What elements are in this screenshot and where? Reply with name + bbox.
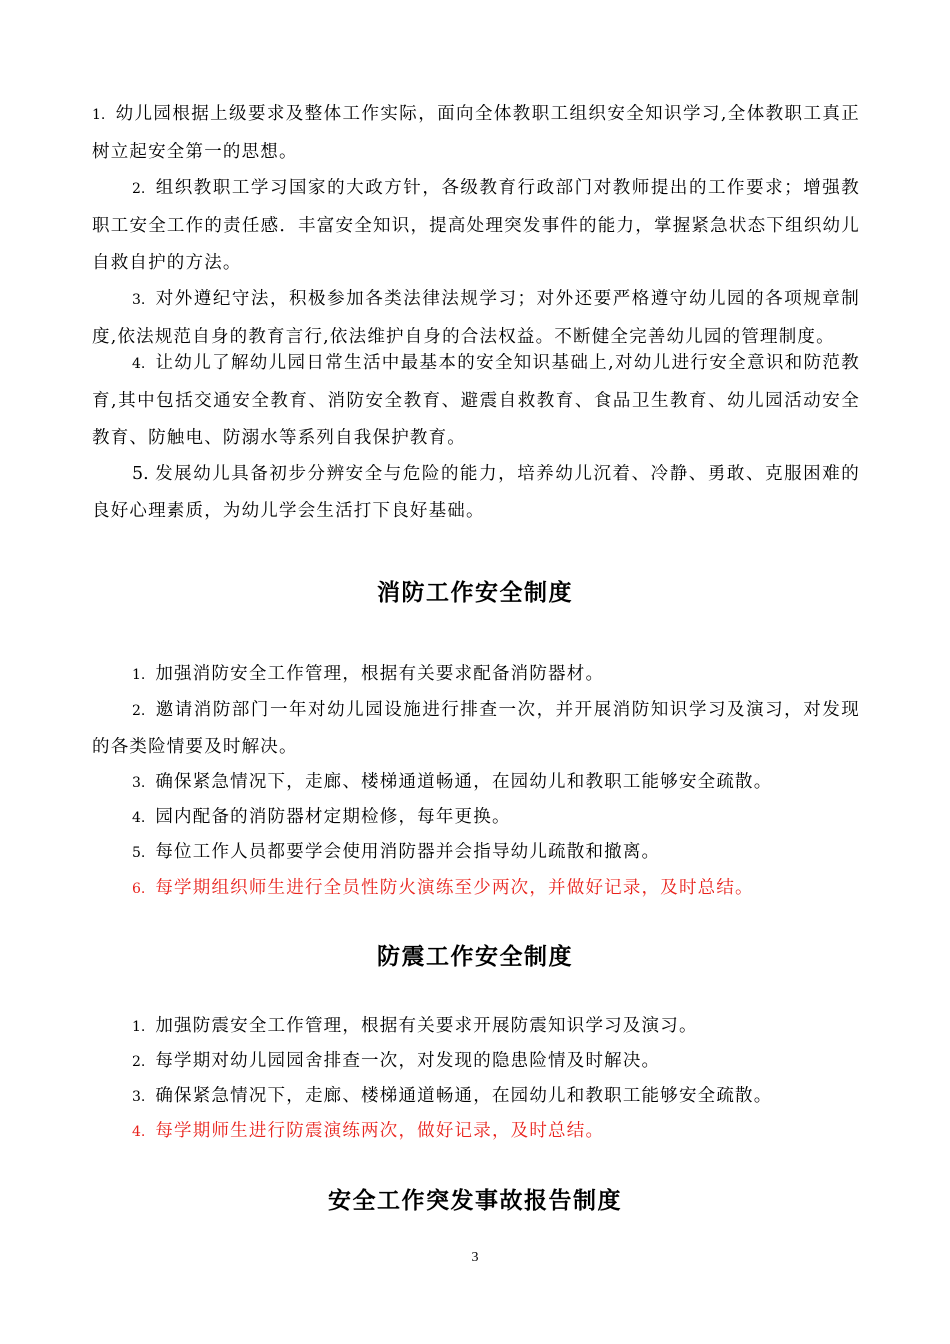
accident-report-title: 安全工作突发事故报告制度 bbox=[328, 1187, 622, 1214]
item-text: 加强消防安全工作管理，根据有关要求配备消防器材。 bbox=[155, 664, 605, 684]
quake-item-4-highlighted bbox=[132, 1119, 872, 1144]
item-text: 确保紧急情况下，走廊、楼梯通道畅通，在园幼儿和教职工能够安全疏散。 bbox=[155, 1086, 773, 1106]
quake-item-1 bbox=[132, 1014, 872, 1039]
item-number: 1. bbox=[132, 667, 146, 683]
item-number: 4. bbox=[132, 356, 146, 372]
item-text: 让幼儿了解幼儿园日常生活中最基本的安全知识基础上,对幼儿进行安全意识和防范教育,其中包括交通安全教育、消防安全教育、避震自救教育、食品卫生教育、幼儿园活动安全教育、防触电、防溺水等系列自我保护教育。 bbox=[92, 353, 860, 448]
page-number: 3 bbox=[471, 1250, 479, 1265]
item-number: 2. bbox=[132, 181, 146, 197]
item-number: 4. bbox=[132, 1124, 146, 1140]
fire-item-3 bbox=[132, 770, 872, 795]
item-text: 幼儿园根据上级要求及整体工作实际，面向全体教职工组织安全知识学习,全体教职工真正树立起安全第一的思想。 bbox=[92, 104, 860, 162]
item-text: 邀请消防部门一年对幼儿园设施进行排查一次，并开展消防知识学习及演习，对发现的各类险情要及时解决。 bbox=[92, 700, 860, 757]
fire-item-4 bbox=[132, 805, 872, 830]
item-number: 1. bbox=[92, 107, 106, 123]
intro-paragraph-2 bbox=[92, 170, 860, 282]
item-text: 加强防震安全工作管理，根据有关要求开展防震知识学习及演习。 bbox=[155, 1016, 698, 1036]
item-text: 每学期师生进行防震演练两次，做好记录，及时总结。 bbox=[155, 1121, 605, 1141]
quake-item-2 bbox=[132, 1049, 872, 1074]
item-number: 2. bbox=[132, 703, 146, 719]
item-text: 确保紧急情况下，走廊、楼梯通道畅通，在园幼儿和教职工能够安全疏散。 bbox=[155, 772, 773, 792]
fire-item-6-highlighted bbox=[132, 876, 872, 901]
item-number: 6. bbox=[132, 881, 146, 897]
item-number: 5. bbox=[132, 464, 149, 484]
item-number: 5. bbox=[132, 845, 146, 861]
item-text: 组织教职工学习国家的大政方针，各级教育行政部门对教师提出的工作要求；增强教职工安全工作的责任感．丰富安全知识，提高处理突发事件的能力，掌握紧急状态下组织幼儿自救自护的方法。 bbox=[92, 178, 860, 273]
quake-item-3 bbox=[132, 1084, 872, 1109]
fire-safety-title: 消防工作安全制度 bbox=[377, 579, 573, 606]
earthquake-safety-title: 防震工作安全制度 bbox=[377, 943, 573, 970]
item-number: 1. bbox=[132, 1019, 146, 1035]
item-text: 每位工作人员都要学会使用消防器并会指导幼儿疏散和撤离。 bbox=[155, 842, 661, 862]
fire-item-5 bbox=[132, 840, 872, 865]
intro-paragraph-1 bbox=[92, 96, 860, 171]
item-text: 对外遵纪守法，积极参加各类法律法规学习；对外还要严格遵守幼儿园的各项规章制度,依法规范自身的教育言行,依法维护自身的合法权益。不断健全完善幼儿园的管理制度。 bbox=[92, 289, 860, 347]
intro-paragraph-4 bbox=[92, 345, 860, 457]
item-text: 每学期组织师生进行全员性防火演练至少两次，并做好记录，及时总结。 bbox=[155, 878, 754, 898]
item-text: 每学期对幼儿园园舍排查一次，对发现的隐患险情及时解决。 bbox=[155, 1051, 661, 1071]
item-number: 3. bbox=[132, 292, 146, 308]
fire-item-1 bbox=[132, 662, 872, 687]
intro-paragraph-5 bbox=[92, 456, 860, 530]
item-text: 园内配备的消防器材定期检修，每年更换。 bbox=[155, 807, 511, 827]
item-number: 3. bbox=[132, 775, 146, 791]
item-number: 2. bbox=[132, 1054, 146, 1070]
item-number: 3. bbox=[132, 1089, 146, 1105]
fire-item-2 bbox=[92, 692, 860, 765]
item-text: 发展幼儿具备初步分辨安全与危险的能力，培养幼儿沉着、冷静、勇敢、克服困难的良好心理素质，为幼儿学会生活打下良好基础。 bbox=[92, 464, 860, 521]
item-number: 4. bbox=[132, 810, 146, 826]
